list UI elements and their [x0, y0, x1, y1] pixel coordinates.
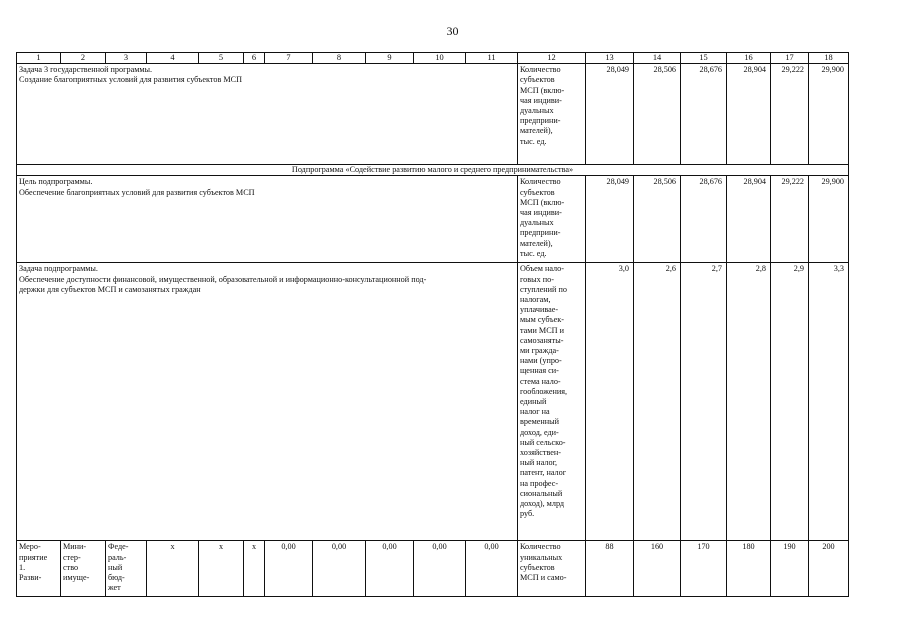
value-cell: 28,506: [634, 64, 681, 165]
value-cell: 28,049: [586, 176, 634, 263]
column-header: 14: [634, 53, 681, 64]
event-executor: Мини- стер- ство имуще-: [61, 541, 106, 597]
event-cell: х: [244, 541, 265, 597]
task3-row: [17, 64, 849, 165]
subprogram-title: Подпрограмма «Содействие развитию малого и среднего предпринимательства»: [17, 165, 849, 176]
event-funding-value: 0,00: [313, 541, 366, 597]
goal-indicator: Количество субъектов МСП (вклю- чая индиви- дуальных предприни- мателей), тыс. ед.: [518, 176, 586, 263]
value-cell: 88: [586, 541, 634, 597]
event-funding-value: 0,00: [265, 541, 313, 597]
event-name: Меро- приятие 1. Разви-: [17, 541, 61, 597]
value-cell: 2,7: [681, 263, 727, 541]
value-cell: 160: [634, 541, 681, 597]
event-cell: х: [199, 541, 244, 597]
column-header: 10: [414, 53, 466, 64]
value-cell: 2,6: [634, 263, 681, 541]
page-number: 30: [446, 24, 459, 38]
event-funding-value: 0,00: [366, 541, 414, 597]
column-header: 1: [17, 53, 61, 64]
value-cell: 29,222: [771, 64, 809, 165]
column-header-row: [17, 53, 849, 64]
column-header: 16: [727, 53, 771, 64]
event-funding-value: 0,00: [466, 541, 518, 597]
value-cell: 29,222: [771, 176, 809, 263]
sub-task-indicator: Объем нало- говых по- ступлений по налогам, уплачивае- мым субъек- тами МСП и самозаняты- ми гражда- нами (упро- щенная си- стема нало- гообложения, единый налог на временный доход, еди- ный сельско- хозяйствен- ный налог, патент, налог на профес- сиональный доход), млрд руб.: [518, 263, 586, 541]
column-header: 8: [313, 53, 366, 64]
indicators-table: [16, 52, 849, 597]
goal-description: Цель подпрограммы. Обеспечение благоприятных условий для развития субъектов МСП: [17, 176, 518, 263]
sub-task-row: [17, 263, 849, 541]
column-header: 17: [771, 53, 809, 64]
value-cell: 180: [727, 541, 771, 597]
column-header: 6: [244, 53, 265, 64]
value-cell: 28,676: [681, 176, 727, 263]
task3-indicator: Количество субъектов МСП (вклю- чая индиви- дуальных предприни- мателей), тыс. ед.: [518, 64, 586, 165]
event1-row: [17, 541, 849, 597]
value-cell: 2,8: [727, 263, 771, 541]
value-cell: 29,900: [809, 176, 849, 263]
sub-task-description: Задача подпрограммы. Обеспечение доступности финансовой, имущественной, образовательной и информационно-консультационной под- держки для субъектов МСП и самозанятых граждан: [17, 263, 518, 541]
value-cell: 190: [771, 541, 809, 597]
event-cell: х: [147, 541, 199, 597]
value-cell: 28,506: [634, 176, 681, 263]
value-cell: 28,904: [727, 64, 771, 165]
event-funding-value: 0,00: [414, 541, 466, 597]
value-cell: 29,900: [809, 64, 849, 165]
value-cell: 170: [681, 541, 727, 597]
column-header: 18: [809, 53, 849, 64]
event1-indicator: Количество уникальных субъектов МСП и само-: [518, 541, 586, 597]
value-cell: 28,676: [681, 64, 727, 165]
column-header: 11: [466, 53, 518, 64]
value-cell: 28,049: [586, 64, 634, 165]
column-header: 15: [681, 53, 727, 64]
column-header: 4: [147, 53, 199, 64]
goal-row: [17, 176, 849, 263]
column-header: 12: [518, 53, 586, 64]
column-header: 9: [366, 53, 414, 64]
column-header: 7: [265, 53, 313, 64]
value-cell: 3,3: [809, 263, 849, 541]
column-header: 13: [586, 53, 634, 64]
column-header: 2: [61, 53, 106, 64]
task3-description: Задача 3 государственной программы. Создание благоприятных условий для развития субъектов МСП: [17, 64, 518, 165]
event-funding-source: Феде- раль- ный бюд- жет: [106, 541, 147, 597]
column-header: 3: [106, 53, 147, 64]
value-cell: 2,9: [771, 263, 809, 541]
subprogram-row: [17, 165, 849, 176]
value-cell: 200: [809, 541, 849, 597]
column-header: 5: [199, 53, 244, 64]
value-cell: 3,0: [586, 263, 634, 541]
value-cell: 28,904: [727, 176, 771, 263]
